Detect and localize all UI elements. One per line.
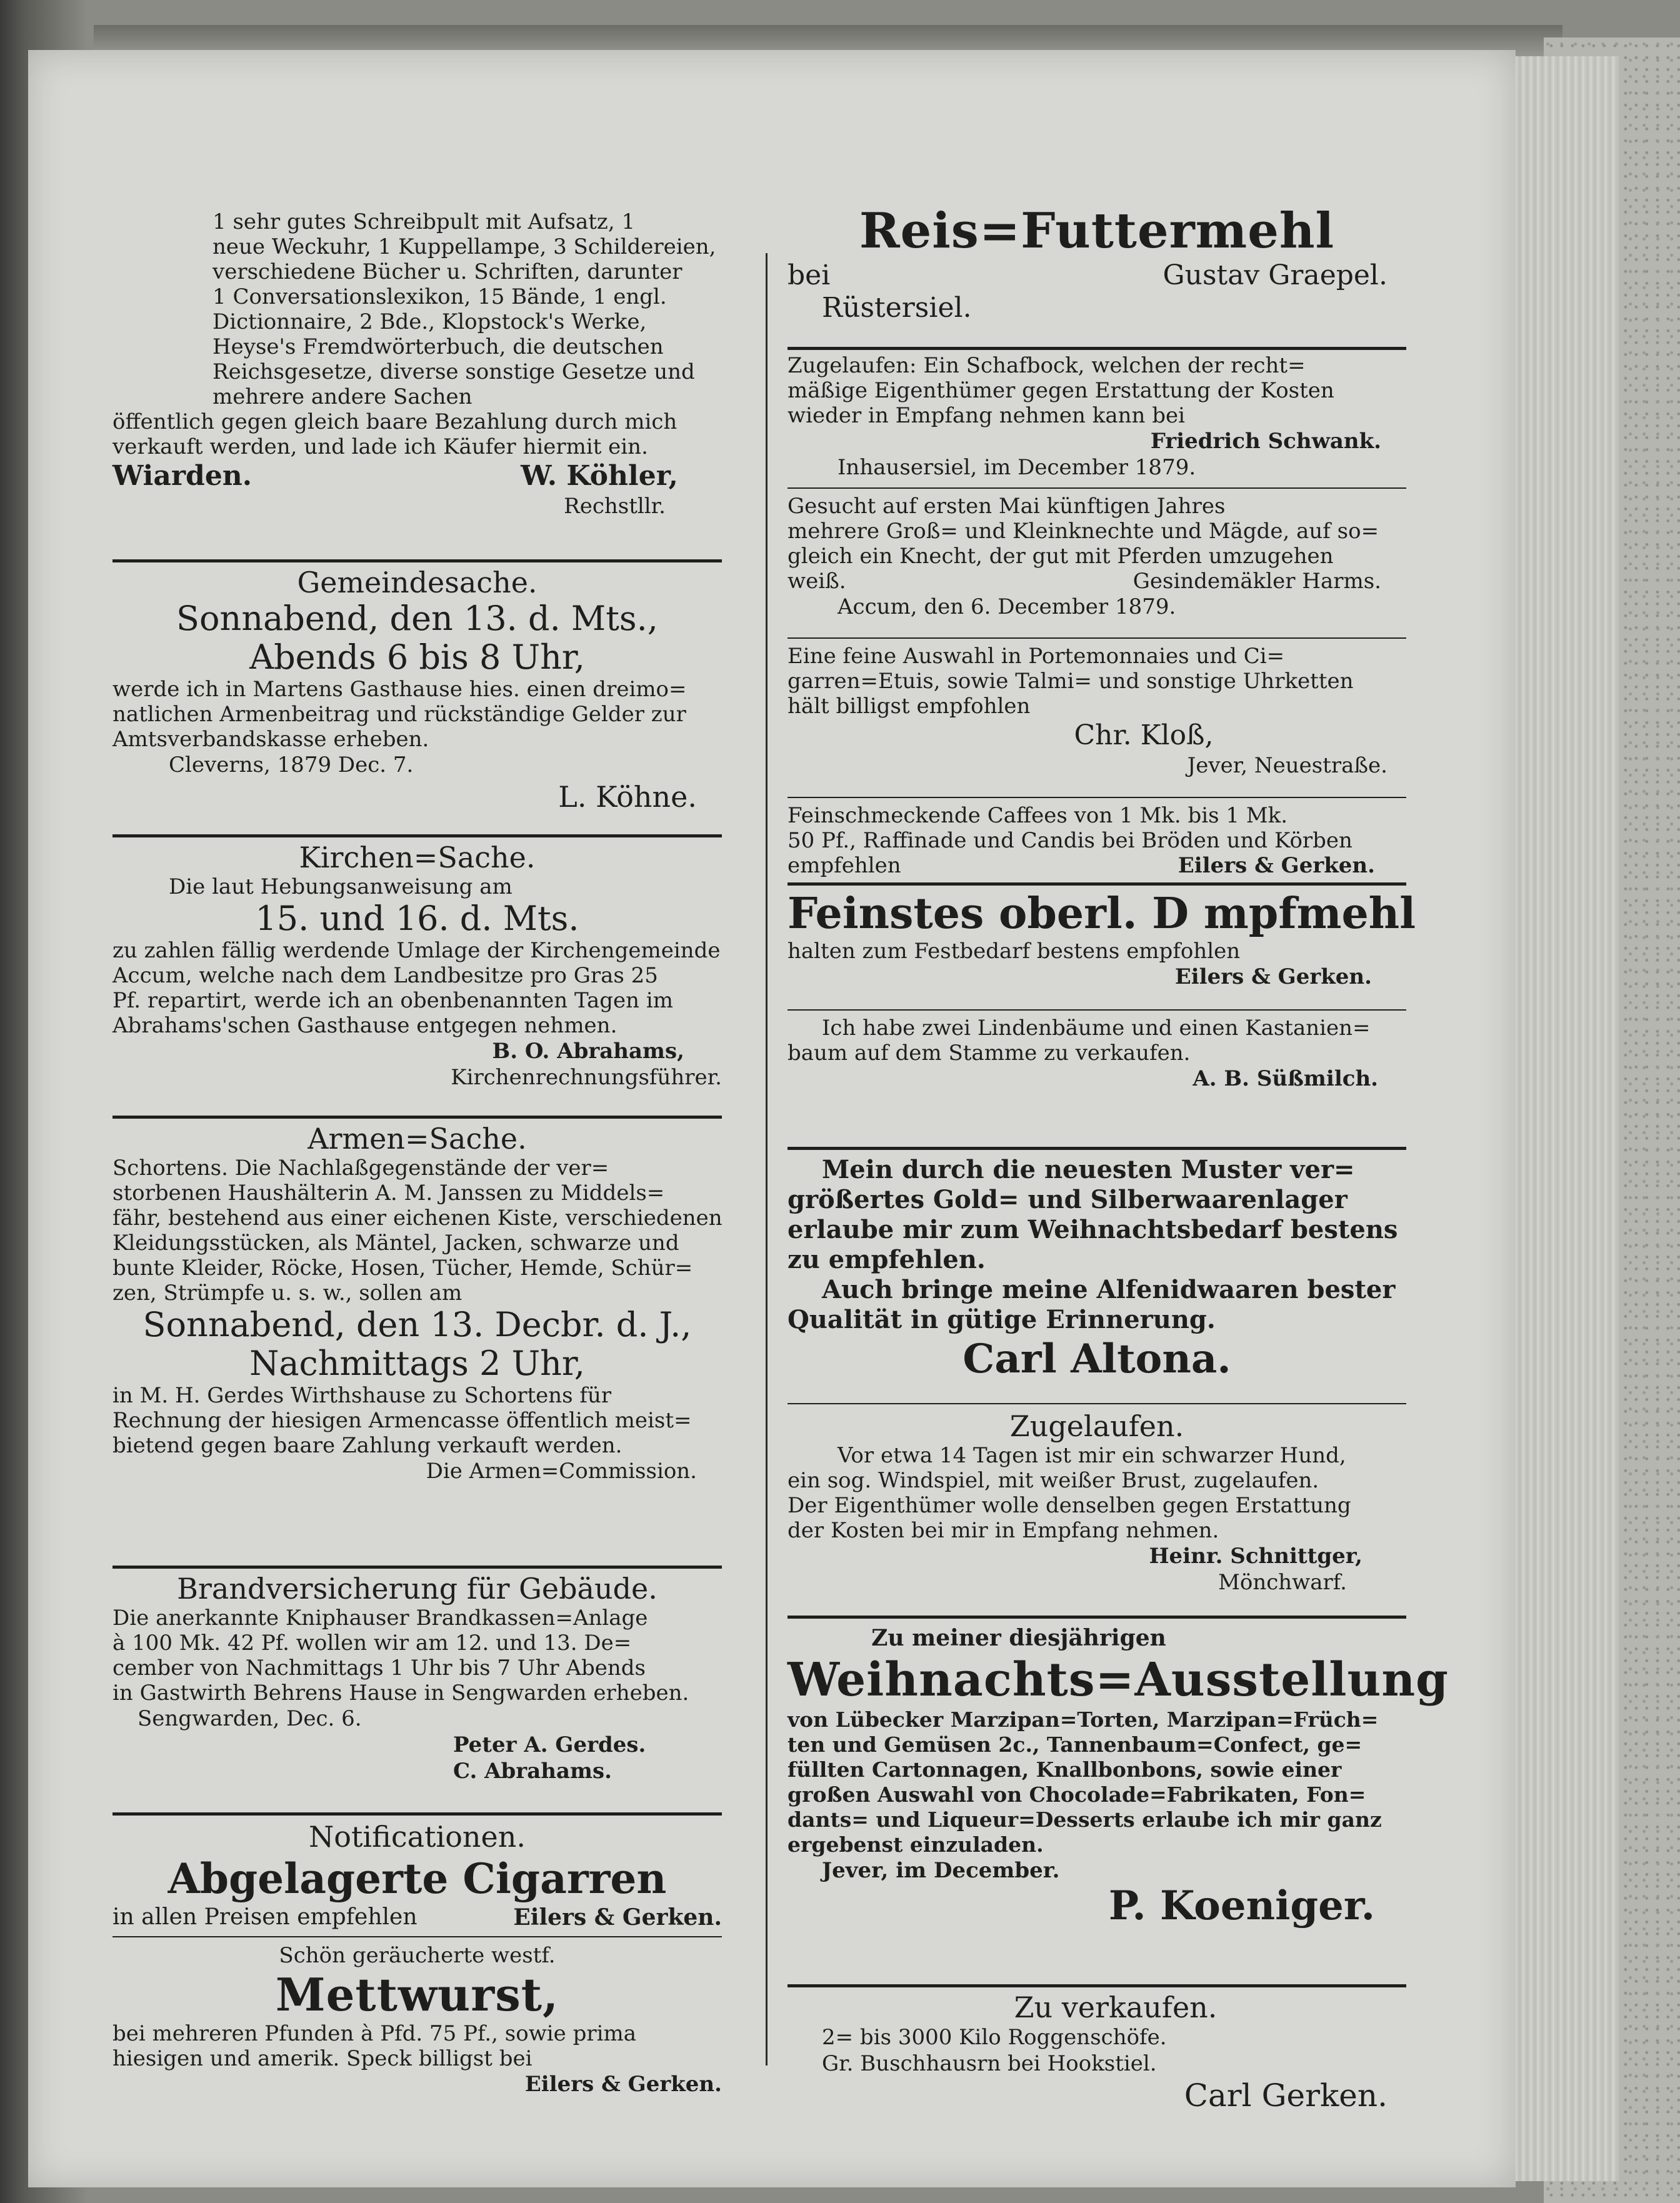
reis-title: Reis=Futtermehl (859, 202, 1335, 259)
place-date: Jever, im December. (822, 1858, 1060, 1883)
kloss-ad (788, 644, 1406, 779)
text-line: in M. H. Gerdes Wirthshause zu Schortens für (112, 1383, 612, 1408)
signature-name: Gesindemäkler Harms. (1132, 569, 1381, 594)
section-heading: Zugelaufen. (1009, 1409, 1184, 1443)
dampfmehl-title: Feinstes oberl. D mpfmehl (788, 889, 1416, 939)
signature-name: Friedrich Schwank. (1150, 429, 1381, 454)
section-heading: Kirchen=Sache. (299, 841, 536, 874)
section-rule (788, 347, 1406, 350)
text-line: garren=Etuis, sowie Talmi= und sonstige Uhrketten (788, 669, 1354, 694)
armen-notice (112, 1122, 722, 1484)
weihnacht-ad (788, 1624, 1449, 1929)
text-line: dants= und Liqueur=Desserts erlaube ich mir ganz (788, 1807, 1382, 1832)
brand-notice (112, 1572, 722, 1784)
text-line: wieder in Empfang nehmen kann bei (788, 403, 1185, 428)
section-rule (112, 834, 722, 837)
signature-place: Mönchwarf. (1218, 1570, 1347, 1595)
text-line: großen Auswahl von Chocolade=Fabrikaten, Fon= (788, 1782, 1366, 1807)
signature-name: C. Abrahams. (453, 1759, 612, 1784)
text-line: Zugelaufen: Ein Schafbock, welchen der recht= (788, 353, 1306, 378)
cigar-title: Abgelagerte Cigarren (168, 1854, 667, 1903)
text-line: Heyse's Fremdwörterbuch, die deutschen (212, 334, 664, 359)
signature-role: Kirchenrechnungsführer. (451, 1065, 722, 1090)
text-line: Pf. repartirt, werde ich an obenbenannten Tagen im (112, 988, 673, 1013)
section-rule (788, 1616, 1406, 1619)
section-heading: Notificationen. (309, 1820, 526, 1854)
text-line: in Gastwirth Behrens Hause in Sengwarden erheben. (112, 1681, 689, 1706)
text-line: 50 Pf., Raffinade und Candis bei Bröden und Körben (788, 828, 1352, 853)
text-line: cember von Nachmittags 1 Uhr bis 7 Uhr Abends (112, 1656, 646, 1681)
text-line: Dictionnaire, 2 Bde., Klopstock's Werke, (212, 309, 647, 334)
signature-name: Die Armen=Commission. (426, 1459, 697, 1484)
altona-ad (788, 1155, 1406, 1384)
date-heading: Sonnabend, den 13. d. Mts., (176, 599, 658, 638)
section-rule (788, 487, 1406, 489)
place-date: Sengwarden, Dec. 6. (138, 1706, 362, 1731)
text-line: Ich habe zwei Lindenbäume und einen Kastanien= (822, 1016, 1371, 1041)
text-line: erlaube mir zum Weihnachtsbedarf bestens (788, 1215, 1398, 1244)
hund-ad (788, 1409, 1406, 1596)
text-line: bietend gegen baare Zahlung verkauft werden. (112, 1433, 622, 1458)
text-line: hält billigst empfohlen (788, 694, 1031, 719)
signature-name: Eilers & Gerken. (1178, 853, 1375, 878)
place-date: Cleverns, 1879 Dec. 7. (169, 752, 414, 777)
text-line: bei mehreren Pfunden à Pfd. 75 Pf., sowie prima (112, 2021, 637, 2046)
section-rule (112, 1936, 722, 1937)
newspaper-page (28, 50, 1516, 2187)
text-line: Accum, welche nach dem Landbesitze pro Gras 25 (112, 963, 658, 988)
text-line: öffentlich gegen gleich baare Bezahlung durch mich (112, 409, 678, 434)
text-line: Qualität in gütige Erinnerung. (788, 1305, 1216, 1334)
text-line: bunte Kleider, Röcke, Hosen, Tücher, Hemde, Schür= (112, 1256, 693, 1281)
verkauf-ad (788, 1991, 1406, 2114)
text-line: ein sog. Windspiel, mit weißer Brust, zugelaufen. (788, 1468, 1319, 1493)
section-rule (788, 1147, 1406, 1150)
text-line: Amtsverbandskasse erheben. (112, 727, 429, 752)
text-line: empfehlen (788, 853, 901, 878)
schafbock-ad (788, 353, 1406, 481)
dampfmehl-ad (788, 889, 1416, 990)
weihnacht-intro: Zu meiner diesjährigen (871, 1625, 1166, 1651)
section-heading: Brandversicherung für Gebäude. (177, 1572, 658, 1606)
text-line: verschiedene Bücher u. Schriften, darunter (212, 259, 682, 284)
text-line: mehrere andere Sachen (212, 384, 472, 409)
section-rule (788, 1403, 1406, 1404)
kirchen-notice (112, 841, 722, 1091)
section-rule (788, 637, 1406, 639)
signature-role: Rechstllr. (564, 494, 666, 519)
reis-ad (788, 203, 1406, 324)
section-rule (788, 882, 1406, 886)
date-heading: Sonnabend, den 13. Decbr. d. J., (142, 1305, 692, 1344)
text-line: Auch bringe meine Alfenidwaaren bester (822, 1275, 1396, 1304)
wurst-intro: Schön geräucherte westf. (279, 1943, 556, 1968)
text-line: werde ich in Martens Gasthause hies. einen dreimo= (112, 677, 687, 702)
linden-ad (788, 1016, 1406, 1092)
text-line: verkauft werden, und lade ich Käufer hiermit ein. (112, 434, 648, 459)
text-line: zu zahlen fällig werdende Umlage der Kirchengemeinde (112, 938, 721, 963)
signature-name: B. O. Abrahams, (492, 1039, 684, 1064)
text-line: größertes Gold= und Silberwaarenlager (788, 1185, 1348, 1214)
section-heading: Gemeindesache. (297, 566, 538, 599)
text-line: à 100 Mk. 42 Pf. wollen wir am 12. und 13. De= (112, 1631, 632, 1656)
text-line: Eine feine Auswahl in Portemonnaies und Ci= (788, 644, 1285, 669)
text-line: neue Weckuhr, 1 Kuppellampe, 3 Schildereien, (212, 234, 716, 259)
time-heading: Nachmittags 2 Uhr, (249, 1344, 585, 1383)
gemeinde-notice (112, 566, 722, 816)
text-line: hiesigen und amerik. Speck billigst bei (112, 2046, 532, 2071)
section-heading: Zu verkaufen. (1014, 1991, 1218, 2024)
text-line: weiß. (788, 569, 846, 594)
text-line: der Kosten bei mir in Empfang nehmen. (788, 1518, 1219, 1543)
text-line: mehrere Groß= und Kleinknechte und Mägde, auf so= (788, 519, 1379, 544)
section-rule (112, 1812, 722, 1816)
section-rule (788, 797, 1406, 798)
section-rule (112, 1116, 722, 1119)
text-line: baum auf dem Stamme zu verkaufen. (788, 1041, 1191, 1066)
text-line: Die laut Hebungsanweisung am (169, 874, 512, 899)
signature-place: Jever, Neuestraße. (1187, 753, 1388, 778)
section-heading: Armen=Sache. (308, 1122, 527, 1156)
auction-notice (112, 209, 722, 519)
text-line: 1 sehr gutes Schreibpult mit Aufsatz, 1 (212, 209, 636, 234)
text-line: Gr. Buschhausrn bei Hookstiel. (822, 2051, 1157, 2076)
bei-text: bei (788, 259, 831, 291)
cigar-text: in allen Preisen empfehlen (112, 1904, 418, 1930)
text-line: halten zum Festbedarf bestens empfohlen (788, 939, 1241, 964)
signature-name: W. Köhler, (521, 460, 678, 492)
text-line: ten und Gemüsen 2c., Tannenbaum=Confect, ge= (788, 1732, 1362, 1757)
text-line: von Lübecker Marzipan=Torten, Marzipan=Früch= (788, 1707, 1379, 1732)
text-line: zu empfehlen. (788, 1245, 986, 1274)
text-line: Die anerkannte Kniphauser Brandkassen=Anlage (112, 1606, 648, 1631)
text-line: Abrahams'schen Gasthause entgegen nehmen. (112, 1013, 618, 1038)
text-line: zen, Strümpfe u. s. w., sollen am (112, 1281, 462, 1306)
koeniger-name: P. Koeniger. (1108, 1882, 1375, 1929)
weihnacht-title: Weihnachts=Ausstellung (788, 1653, 1449, 1707)
wurst-title: Mettwurst, (275, 1968, 559, 2021)
signature-name: Eilers & Gerken. (1174, 964, 1372, 989)
reis-name: Gustav Graepel. (1162, 259, 1388, 291)
caffee-ad (788, 803, 1406, 878)
signature-name: Heinr. Schnittger, (1149, 1544, 1362, 1569)
section-rule (112, 1566, 722, 1569)
cigar-signature: Eilers & Gerken. (513, 1904, 722, 1931)
text-line: gleich ein Knecht, der gut mit Pferden umzugehen (788, 544, 1334, 569)
notifications (112, 1820, 722, 2097)
text-line: 2= bis 3000 Kilo Roggenschöfe. (822, 2025, 1167, 2050)
altona-name: Carl Altona. (962, 1336, 1231, 1382)
signature-name: Peter A. Gerdes. (453, 1732, 646, 1757)
text-line: Feinschmeckende Caffees von 1 Mk. bis 1 Mk. (788, 803, 1288, 828)
place-date: Inhausersiel, im December 1879. (838, 455, 1196, 480)
signature-name: Carl Gerken. (1184, 2077, 1388, 2114)
text-line: Reichsgesetze, diverse sonstige Gesetze und (212, 359, 695, 384)
text-line: ergebenst einzuladen. (788, 1832, 1044, 1857)
time-heading: Abends 6 bis 8 Uhr, (249, 637, 585, 677)
section-rule (112, 559, 722, 562)
text-line: füllten Cartonnagen, Knallbonbons, sowie einer (788, 1757, 1342, 1782)
text-line: Kleidungsstücken, als Mäntel, Jacken, schwarze und (112, 1231, 679, 1256)
text-line: Mein durch die neuesten Muster ver= (822, 1155, 1355, 1184)
text-line: fähr, bestehend aus einer eichenen Kiste, verschiedenen (112, 1206, 722, 1231)
text-line: natlichen Armenbeitrag und rückständige Gelder zur (112, 702, 686, 727)
text-line: Schortens. Die Nachlaßgegenstände der ver= (112, 1156, 609, 1181)
text-line: mäßige Eigenthümer gegen Erstattung der Kosten (788, 378, 1334, 403)
signature-name: A. B. Süßmilch. (1192, 1066, 1378, 1091)
date-heading: 15. und 16. d. Mts. (255, 899, 579, 938)
text-line: Vor etwa 14 Tagen ist mir ein schwarzer Hund, (838, 1443, 1346, 1468)
signature-name: Chr. Kloß, (1074, 719, 1214, 751)
text-line: Der Eigenthümer wolle denselben gegen Erstattung (788, 1493, 1351, 1518)
gesucht-ad (788, 494, 1406, 620)
signature-name: L. Köhne. (558, 780, 697, 814)
text-line: Rechnung der hiesigen Armencasse öffentlich meist= (112, 1408, 692, 1433)
wurst-signature: Eilers & Gerken. (524, 2072, 722, 2097)
text-line: 1 Conversationslexikon, 15 Bände, 1 engl. (212, 284, 667, 309)
section-rule (788, 1009, 1406, 1011)
place-date: Accum, den 6. December 1879. (838, 594, 1176, 619)
text-line: storbenen Haushälterin A. M. Janssen zu Middels= (112, 1181, 665, 1206)
reis-place: Rüstersiel. (822, 292, 972, 324)
text-line: Gesucht auf ersten Mai künftigen Jahres (788, 494, 1226, 519)
place-name: Wiarden. (112, 460, 252, 492)
section-rule (788, 1984, 1406, 1987)
column-divider (766, 253, 768, 2066)
